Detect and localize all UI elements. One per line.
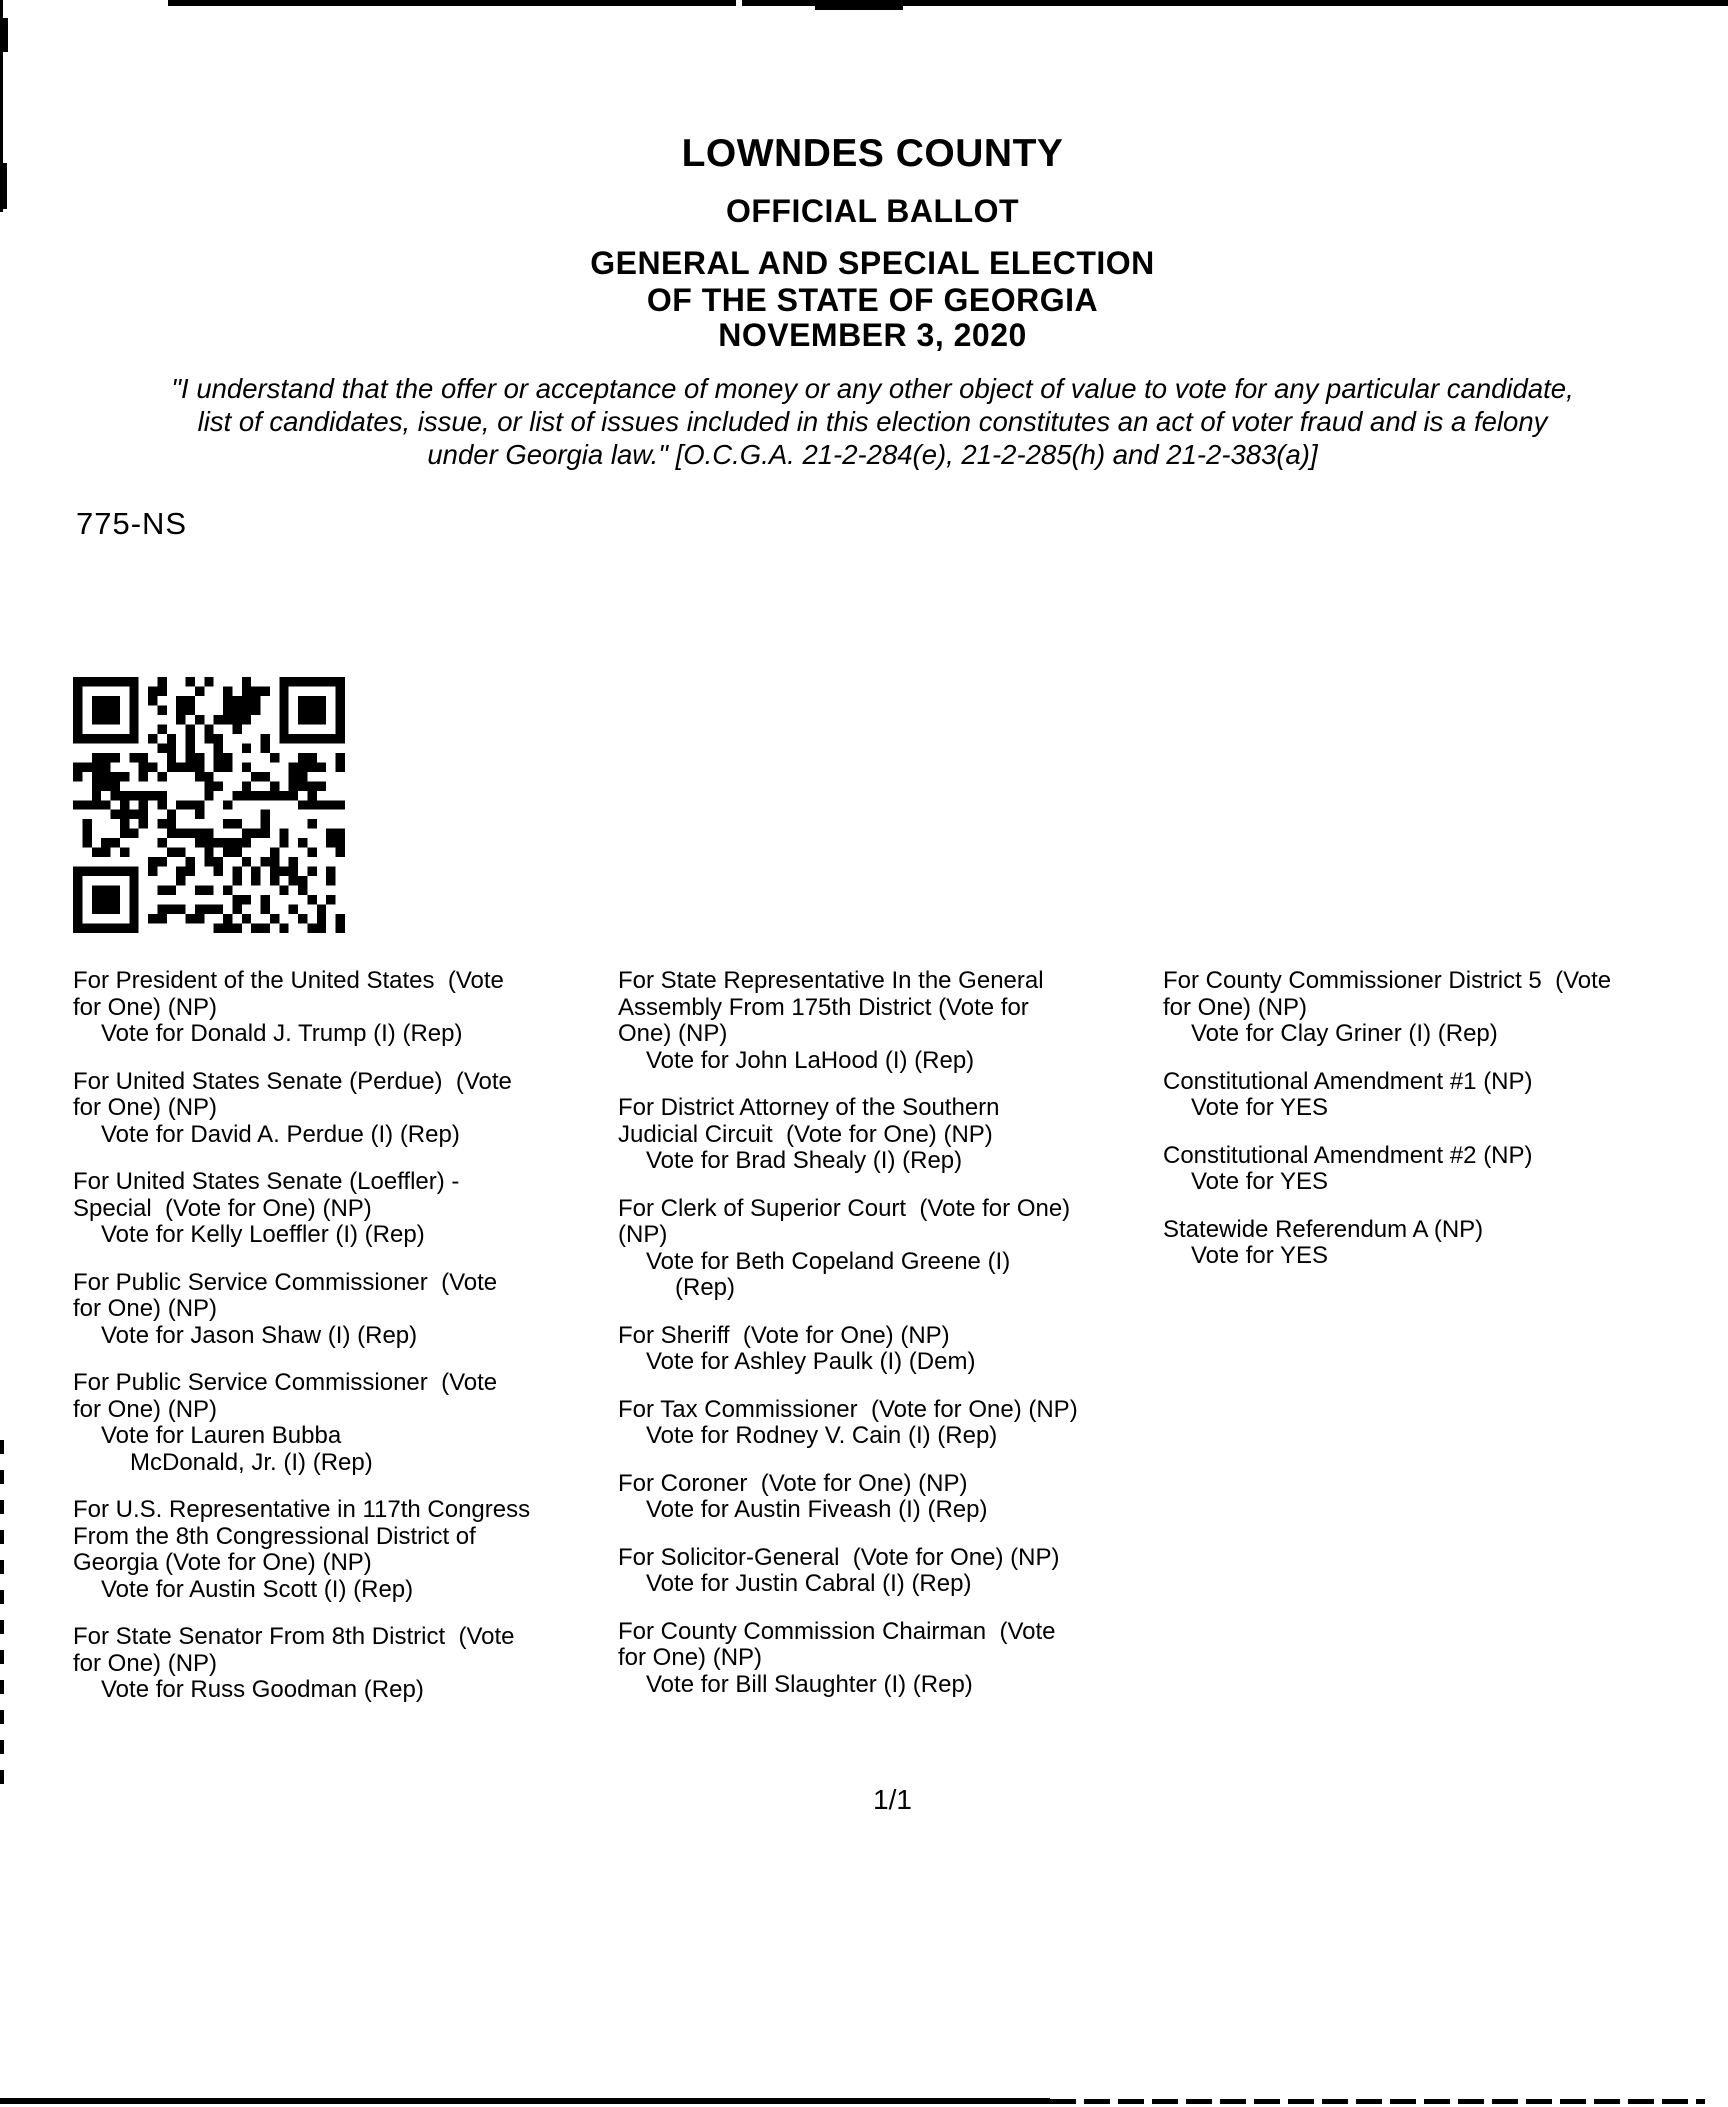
vote-selection-line: Vote for Austin Scott (I) (Rep): [101, 1575, 414, 1603]
contest-title-line: Georgia (Vote for One) (NP): [73, 1549, 372, 1576]
contest-block: [1163, 968, 1728, 1048]
vote-selection-line: Vote for Jason Shaw (I) (Rep): [101, 1321, 418, 1349]
vote-selection-line: Vote for Bill Slaughter (I) (Rep): [646, 1670, 973, 1698]
contest-block: [73, 1169, 618, 1249]
contest-title-line: for One) (NP): [73, 1094, 218, 1121]
contest-block: [618, 1095, 1166, 1175]
contest-title-line: For Public Service Commissioner (Vote: [73, 1369, 498, 1396]
contest-title-line: for One) (NP): [73, 1395, 218, 1423]
ballot-column-3: [1163, 968, 1728, 1291]
vote-selection-line: Vote for YES: [1191, 1242, 1328, 1269]
contest-title-line: For Solicitor-General (Vote for One) (NP): [618, 1543, 1060, 1571]
contest-block: [73, 1624, 618, 1704]
ballot-column-1: [73, 968, 618, 1725]
contest-block: [618, 968, 1166, 1074]
contest-title-line: For Sheriff (Vote for One) (NP): [618, 1321, 950, 1349]
contest-block: [73, 1069, 618, 1149]
contest-title-line: for One) (NP): [73, 1295, 218, 1322]
vote-selection-line: Vote for Donald J. Trump (I) (Rep): [101, 1020, 463, 1047]
contest-title-line: For State Representative In the General: [618, 967, 1044, 994]
vote-selection-line: Vote for Justin Cabral (I) (Rep): [646, 1570, 972, 1597]
contest-block: [618, 1471, 1166, 1524]
vote-selection-line: Vote for Kelly Loeffler (I) (Rep): [101, 1221, 425, 1248]
contest-title-line: For County Commission Chairman (Vote: [618, 1617, 1056, 1645]
election-name-line1: GENERAL AND SPECIAL ELECTION: [590, 245, 1155, 281]
qr-code: [73, 677, 345, 933]
election-date: NOVEMBER 3, 2020: [718, 317, 1027, 353]
vote-selection-line: Vote for Russ Goodman (Rep): [101, 1676, 424, 1703]
vote-selection-line: Vote for Lauren Bubba: [101, 1422, 342, 1449]
contest-block: [1163, 1069, 1728, 1122]
vote-selection-line: Vote for Ashley Paulk (I) (Dem): [646, 1348, 976, 1375]
bottom-edge-timing-marks: [1050, 2099, 1705, 2104]
contest-title-line: For United States Senate (Perdue) (Vote: [73, 1067, 512, 1095]
voter-fraud-disclaimer-line: under Georgia law." [O.C.G.A. 21-2-284(e), 21-2-285(h) and 21-2-383(a)]: [427, 439, 1318, 470]
vote-selection-line: Vote for David A. Perdue (I) (Rep): [101, 1120, 460, 1148]
contest-title-line: Special (Vote for One) (NP): [73, 1194, 372, 1222]
contest-block: [618, 1545, 1166, 1598]
vote-selection-line: Vote for Clay Griner (I) (Rep): [1191, 1020, 1498, 1047]
contest-block: [1163, 1143, 1728, 1196]
contest-block: [73, 1270, 618, 1350]
contest-block: [618, 1397, 1166, 1450]
contest-title-line: for One) (NP): [73, 993, 218, 1021]
vote-selection-line: Vote for Rodney V. Cain (I) (Rep): [646, 1422, 998, 1449]
vote-selection-line: Vote for Austin Fiveash (I) (Rep): [646, 1496, 988, 1523]
contest-title-line: (NP): [618, 1221, 668, 1248]
vote-selection-line: Vote for YES: [1191, 1168, 1328, 1195]
contest-title-line: For President of the United States (Vote: [73, 967, 504, 994]
left-edge-scan-mark: [0, 18, 8, 52]
contest-title-line: From the 8th Congressional District of: [73, 1522, 476, 1550]
contest-title-line: For District Attorney of the Southern: [618, 1094, 1000, 1121]
bottom-edge-scan-mark: [0, 2098, 1050, 2104]
official-ballot-title: OFFICIAL BALLOT: [725, 193, 1020, 229]
vote-selection-line: McDonald, Jr. (I) (Rep): [130, 1448, 373, 1476]
contest-title-line: Judicial Circuit (Vote for One) (NP): [618, 1120, 993, 1148]
contest-block: [73, 968, 618, 1048]
ballot-column-2: [618, 968, 1166, 1719]
contest-block: [618, 1323, 1166, 1376]
contest-title-line: For U.S. Representative in 117th Congress: [73, 1496, 531, 1523]
contest-block: [73, 1370, 618, 1476]
vote-selection-line: Vote for YES: [1191, 1094, 1328, 1121]
top-edge-scan-mark: [815, 0, 903, 10]
contest-title-line: Constitutional Amendment #2 (NP): [1163, 1141, 1533, 1169]
contest-block: [73, 1497, 618, 1603]
contest-title-line: For Public Service Commissioner (Vote: [73, 1268, 498, 1296]
top-edge-scan-mark: [168, 0, 736, 6]
vote-selection-line: Vote for Beth Copeland Greene (I): [646, 1247, 1011, 1275]
voter-fraud-disclaimer: [0, 372, 1728, 471]
contest-title-line: for One) (NP): [73, 1649, 218, 1677]
contest-title-line: for One) (NP): [1163, 993, 1308, 1021]
county-title: LOWNDES COUNTY: [681, 132, 1064, 175]
election-name-line2: OF THE STATE OF GEORGIA: [646, 282, 1099, 318]
contest-block: [618, 1619, 1166, 1699]
precinct-code: 775-NS: [76, 506, 188, 541]
voter-fraud-disclaimer-line: "I understand that the offer or acceptance of money or any other object of value to vote for any particular candidate,: [171, 373, 1574, 404]
contest-title-line: Assembly From 175th District (Vote for: [618, 993, 1029, 1021]
contest-title-line: For State Senator From 8th District (Vote: [73, 1623, 515, 1650]
contest-title-line: For Tax Commissioner (Vote for One) (NP): [618, 1395, 1078, 1423]
contest-title-line: For Clerk of Superior Court (Vote for One): [618, 1194, 1071, 1222]
page-number: 1/1: [873, 1784, 912, 1815]
left-edge-timing-marks: [0, 1440, 4, 1796]
contest-title-line: Statewide Referendum A (NP): [1163, 1215, 1484, 1243]
contest-title-line: For County Commissioner District 5 (Vote: [1163, 967, 1612, 994]
contest-title-line: for One) (NP): [618, 1644, 763, 1671]
contest-block: [618, 1196, 1166, 1302]
vote-selection-line: Vote for John LaHood (I) (Rep): [646, 1046, 975, 1074]
contest-title-line: One) (NP): [618, 1020, 728, 1047]
contest-title-line: For Coroner (Vote for One) (NP): [618, 1469, 968, 1497]
contest-title-line: For United States Senate (Loeffler) -: [73, 1168, 460, 1195]
contest-title-line: Constitutional Amendment #1 (NP): [1163, 1067, 1533, 1095]
voter-fraud-disclaimer-line: list of candidates, issue, or list of issues included in this election constitutes an act of voter fraud and is a felony: [197, 406, 1548, 437]
vote-selection-line: Vote for Brad Shealy (I) (Rep): [646, 1147, 963, 1174]
vote-selection-line: (Rep): [675, 1274, 736, 1301]
contest-block: [1163, 1217, 1728, 1270]
